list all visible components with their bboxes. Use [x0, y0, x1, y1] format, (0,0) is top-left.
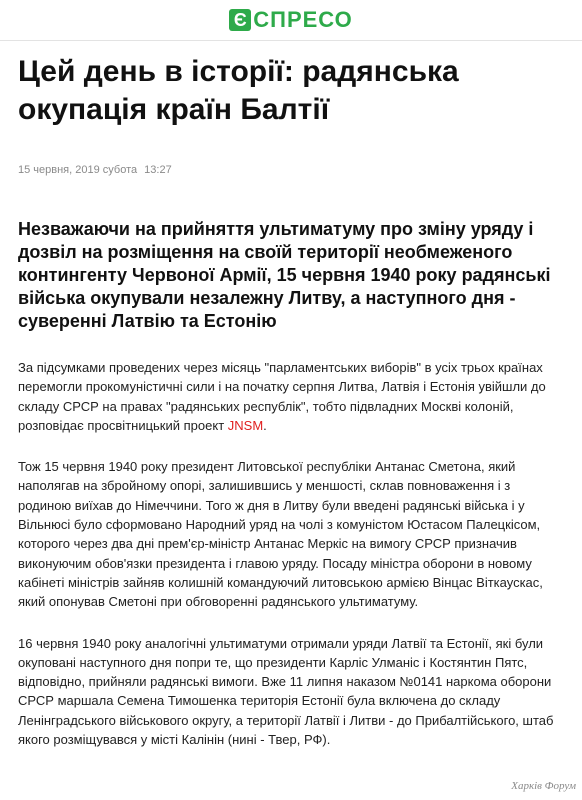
paragraph-1-end: .	[263, 417, 267, 433]
article-time: 13:27	[144, 164, 172, 176]
article-meta	[18, 164, 564, 176]
article-title: Цей день в історії: радянська окупація країн Балтії	[18, 55, 459, 126]
paragraph-2: Тож 15 червня 1940 року президент Литовської республіки Антанас Сметона, який наполягав на збройному опорі, залишившись у меншості, склав повноваження і з родиною виїхав до Німеччини. Того ж дня в Литву були введені радянські війська і у Вільнюсі було сформовано Народний уряд на чолі з комуністом Юстасом Палецкісом, которого через два дні прем'єр-міністр Антанас Меркіс на вимогу СРСР призначив виконуючим обов'язки президента і главою уряду. Посаду міністра оборони в новому кабінеті міністрів зайняв колишній командуючий литовською армією Вінцас Віткаускас, який опонував Сметоні при обговоренні радянського ультиматуму.	[18, 459, 543, 610]
article	[0, 53, 582, 749]
paragraph-1	[18, 358, 564, 435]
article-date: 15 червня, 2019 субота	[18, 164, 138, 176]
site-header	[0, 0, 582, 41]
logo-mark: Є	[229, 9, 251, 31]
espreso-logo[interactable]	[229, 7, 353, 33]
jnsm-link[interactable]: JNSM	[227, 417, 264, 433]
article-lead: Незважаючи на прийняття ультиматуму про зміну уряду і дозвіл на розміщення на своїй території необмеженого контингенту Червоної Армії, 15 червня 1940 року радянські війська окупували незалежну Литву, а наступного дня - суверенні Латвію та Естонію	[18, 219, 551, 331]
logo-text: СПРЕСО	[253, 7, 353, 32]
paragraph-3: 16 червня 1940 року аналогічні ультиматуми отримали уряди Латвії та Естонії, які були окуповані наступного дня попри те, що президенти Карліс Улманіс і Костянтин Пятс, відповідно, прийняли радянські вимоги. Вже 11 липня наказом №0141 наркома оборони СРСР маршала Семена Тимошенка територія Естонії була включена до складу Ленінградського військового округу, а території Латвії і Литви - до Прибалтійського, штаб якого розміщувався у місті Калінін (нині - Твер, РФ).	[18, 635, 554, 748]
paragraph-1-text: За підсумками проведених через місяць "парламентських виборів" в усіх трьох країнах перемогли прокомуністичні сили і на початку серпня Литва, Латвія і Естонія увійшли до складу СРСР на правах "радянських республік", тобто підвладних Москві колоній, розповідає просвітницький проект	[18, 360, 546, 433]
forum-watermark: Харків Форум	[511, 780, 576, 792]
